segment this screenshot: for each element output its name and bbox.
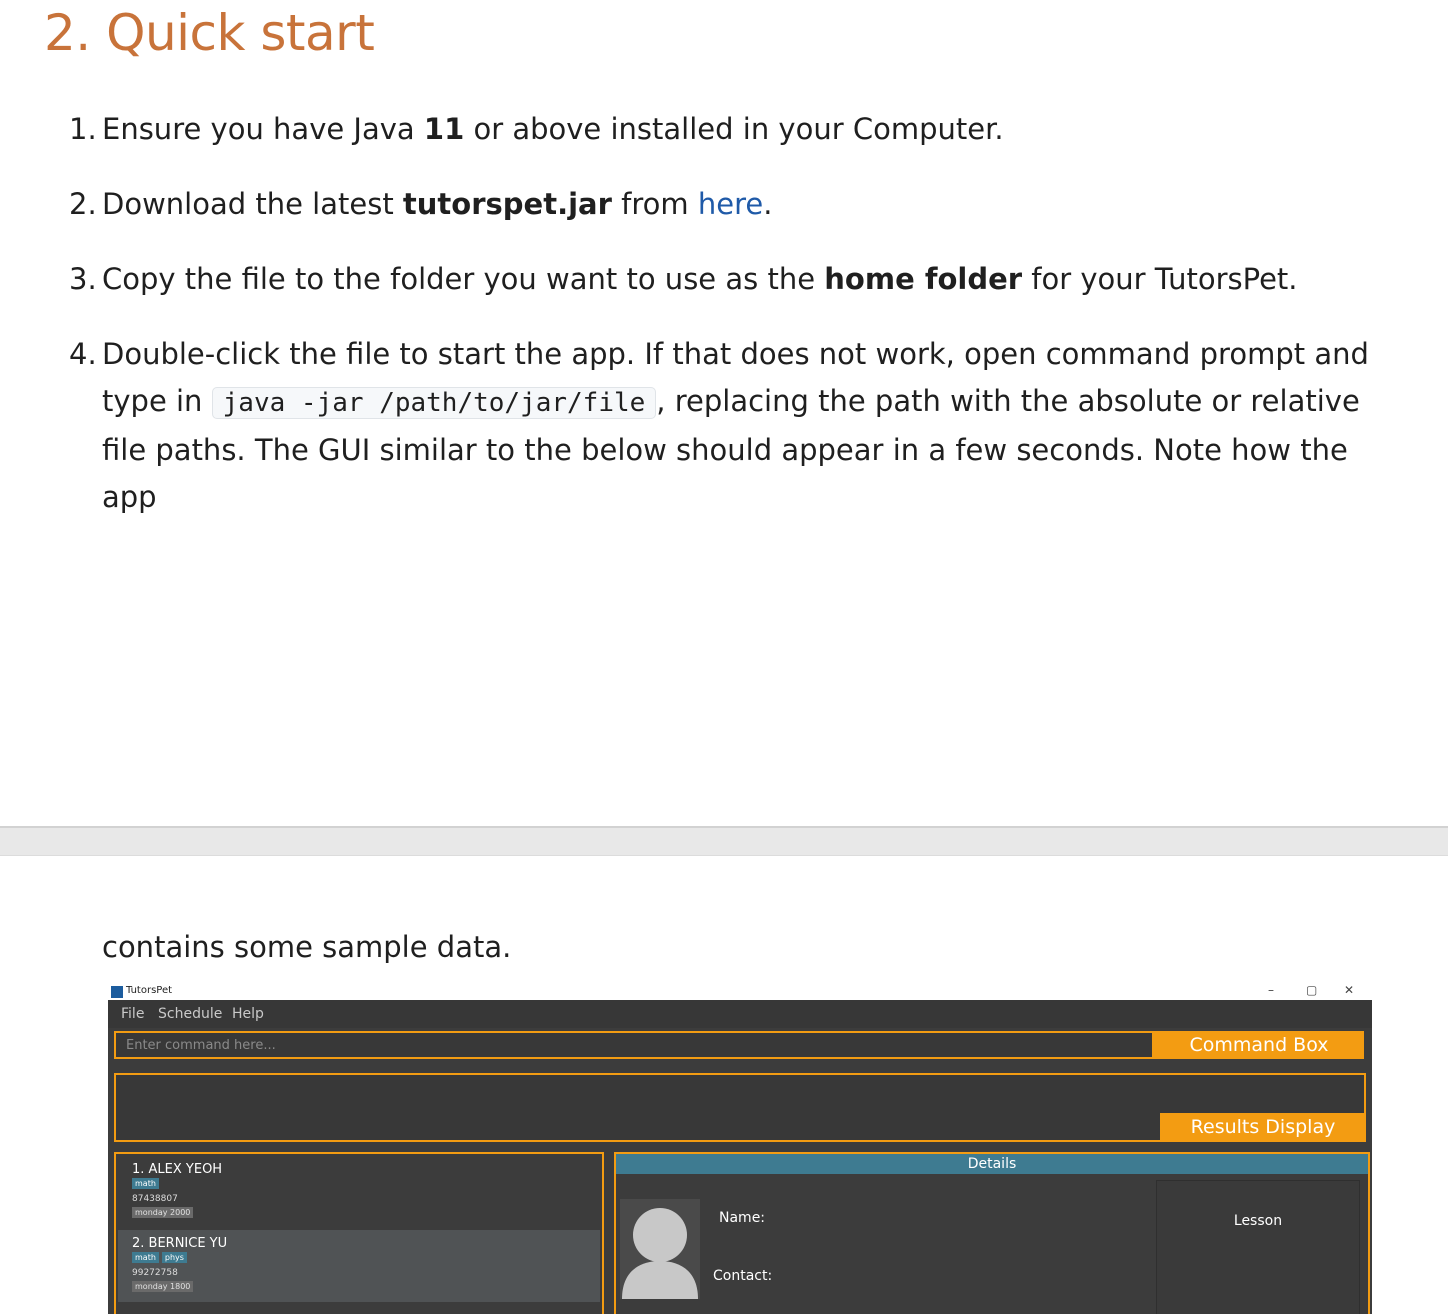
close-icon[interactable]: ✕ (1344, 983, 1355, 997)
step-number: 1. (69, 112, 97, 146)
contact-phone: 87438807 (132, 1194, 178, 1204)
lesson-label: Lesson (1233, 1213, 1283, 1229)
menu-help[interactable]: Help (232, 1006, 264, 1022)
results-display-label: Results Display (1160, 1113, 1366, 1142)
contact-phone: 99272758 (132, 1268, 178, 1278)
step-2 (0, 181, 1448, 228)
lesson-slot: monday 1800 (132, 1281, 193, 1292)
step-text: from (611, 187, 698, 221)
step-3 (0, 256, 1448, 303)
step-number: 4. (69, 337, 97, 371)
tag-list (132, 1252, 190, 1263)
avatar-icon (620, 1199, 700, 1299)
tag-list (132, 1178, 162, 1189)
page-title: 2. Quick start (44, 4, 375, 62)
command-code: java -jar /path/to/jar/file (212, 387, 657, 419)
command-box-label: Command Box (1154, 1031, 1364, 1059)
step-text: or above installed in your Computer. (464, 112, 1004, 146)
list-item[interactable] (118, 1156, 600, 1228)
steps-list (0, 106, 1448, 549)
jar-filename: tutorspet.jar (402, 187, 612, 221)
step-4-continuation: contains some sample data. (102, 930, 512, 964)
download-link[interactable]: here (697, 187, 764, 221)
avatar (620, 1199, 700, 1299)
contact-name: 2. BERNICE YU (132, 1236, 228, 1251)
window-title: TutorsPet (126, 985, 173, 996)
command-box (114, 1031, 1154, 1059)
step-4 (0, 331, 1448, 521)
step-number: 3. (69, 262, 97, 296)
step-text: Ensure you have Java (102, 112, 424, 146)
step-text: Double-click the file to start the app. If that does not work, open command prompt and type in (102, 337, 1369, 418)
command-input[interactable] (116, 1033, 1172, 1057)
tag: phys (162, 1252, 187, 1263)
step-text: Copy the file to the folder you want to use as the (102, 262, 825, 296)
menu-bar (108, 1000, 1372, 1028)
page-break-divider (0, 826, 1448, 856)
contact-name: 1. ALEX YEOH (132, 1162, 223, 1177)
menu-file[interactable]: File (121, 1006, 145, 1022)
step-text: . (763, 187, 773, 221)
contact-label: Contact: (713, 1268, 773, 1284)
step-text: , replacing the path with the absolute or relative file paths. The GUI similar to the below should appear in a few seconds. Note how the app (102, 384, 1360, 514)
home-folder-term: home folder (824, 262, 1023, 296)
maximize-icon[interactable]: ▢ (1306, 983, 1318, 997)
tag: math (132, 1252, 159, 1263)
step-1 (0, 106, 1448, 153)
app-logo-icon (111, 986, 123, 998)
window-titlebar (108, 982, 1372, 1000)
contact-list (114, 1152, 604, 1314)
step-text: for your TutorsPet. (1022, 262, 1298, 296)
details-header: Details (616, 1154, 1368, 1174)
menu-schedule[interactable]: Schedule (158, 1006, 223, 1022)
step-number: 2. (69, 187, 97, 221)
java-version: 11 (423, 112, 465, 146)
step-text: Download the latest (102, 187, 403, 221)
minimize-icon[interactable]: – (1268, 983, 1274, 997)
app-screenshot (108, 982, 1372, 1314)
lesson-slot: monday 2000 (132, 1207, 193, 1218)
tag: math (132, 1178, 159, 1189)
lesson-panel (1156, 1180, 1360, 1314)
list-item[interactable] (118, 1230, 600, 1302)
details-panel (614, 1152, 1370, 1314)
name-label: Name: (719, 1210, 766, 1226)
app-body (108, 1000, 1372, 1314)
